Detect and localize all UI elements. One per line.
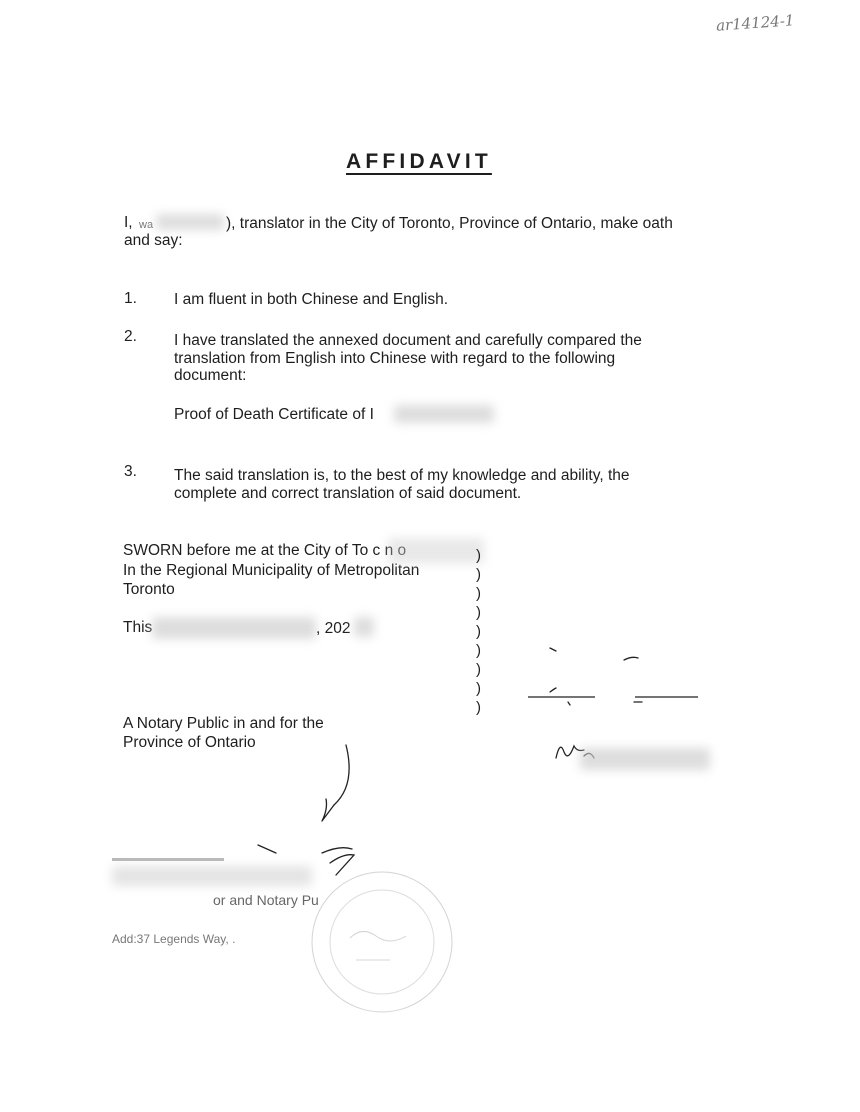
redacted-watermark: [388, 538, 484, 564]
notary-line-1: A Notary Public in and for the: [123, 715, 324, 732]
redacted-deceased-name: [394, 405, 494, 423]
document-title: AFFIDAVIT: [346, 150, 492, 173]
redacted-date: [152, 617, 316, 639]
sworn-line-3: Toronto: [123, 581, 175, 598]
intro-name-fragment: wa: [139, 219, 154, 231]
sworn-line-1: SWORN before me at the City of To c n o: [123, 542, 407, 559]
item-2-line-3: document:: [174, 367, 247, 384]
item-2-line-1: I have translated the annexed document and carefully compared the: [174, 332, 642, 349]
stamp-title: or and Notary Pu: [213, 892, 319, 908]
redacted-year: [354, 617, 374, 637]
intro-line-2: and say:: [124, 232, 183, 249]
document-reference: Proof of Death Certificate of I: [174, 406, 374, 423]
intro-line-1: ), translator in the City of Toronto, Province of Ontario, make oath: [226, 215, 673, 232]
notary-signature: [250, 735, 380, 885]
item-3-line-2: complete and correct translation of said document.: [174, 485, 522, 502]
intro-prefix: I,: [124, 214, 133, 231]
paren-7: ): [476, 661, 481, 678]
paren-5: ): [476, 623, 481, 640]
paren-3: ): [476, 585, 481, 602]
item-2-line-2: translation from English into Chinese with regard to the following: [174, 350, 616, 367]
redacted-signature-date: [580, 748, 710, 770]
stamp-address: Add:37 Legends Way, .: [112, 932, 236, 946]
notary-line-2: Province of Ontario: [123, 734, 256, 751]
paren-4: ): [476, 604, 481, 621]
paren-2: ): [476, 566, 481, 583]
redacted-stamp-name: [112, 866, 312, 886]
redacted-translator-name: [156, 214, 224, 230]
paren-1: ): [476, 547, 481, 564]
item-number-3: 3.: [124, 463, 137, 480]
sworn-date-prefix: This: [123, 619, 153, 636]
sworn-date-year: , 202: [316, 620, 351, 637]
handwritten-file-code: ar14124-1: [715, 11, 795, 35]
item-number-1: 1.: [124, 290, 137, 307]
stamp-top-rule: [112, 858, 224, 861]
notary-seal: [290, 868, 470, 1018]
paren-6: ): [476, 642, 481, 659]
sworn-line-2: In the Regional Municipality of Metropolitan: [123, 562, 420, 579]
item-1-line-1: I am fluent in both Chinese and English.: [174, 291, 449, 308]
paren-8: ): [476, 680, 481, 697]
paren-9: ): [476, 699, 481, 716]
item-number-2: 2.: [124, 328, 137, 345]
item-3-line-1: The said translation is, to the best of my knowledge and ability, the: [174, 467, 630, 484]
